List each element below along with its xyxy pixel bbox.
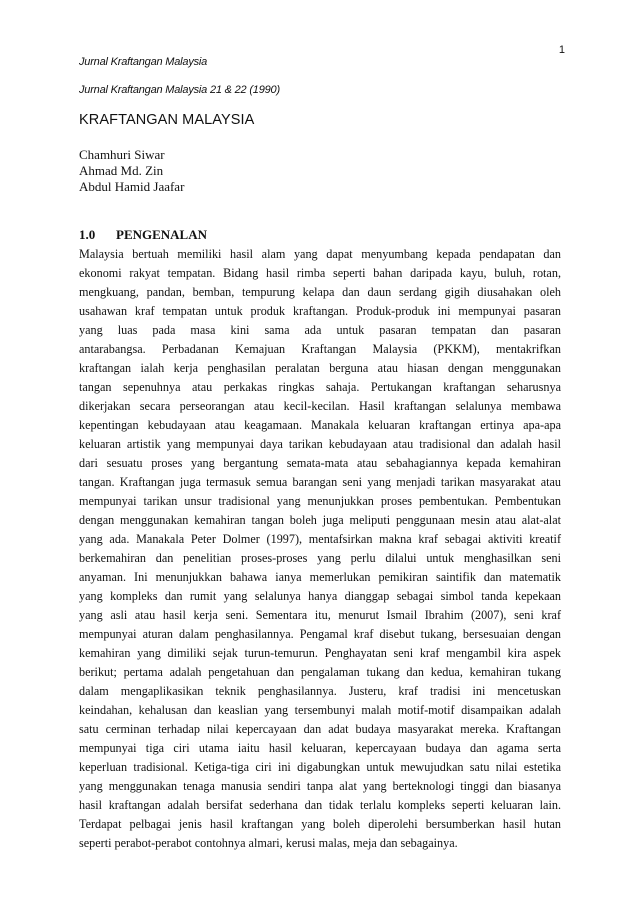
paragraph-line: berkemahiran dan penelitian proses-proses yang perlu dilalui untuk menghasilkan seni: [79, 551, 561, 565]
body-paragraph: [79, 245, 561, 853]
paragraph-line: kraftangan ialah kerja penghasilan peralatan berguna atau hiasan dengan menggunakan: [79, 361, 561, 375]
journal-citation: Jurnal Kraftangan Malaysia 21 & 22 (1990): [79, 84, 280, 96]
paragraph-line: tangan. Kraftangan juga termasuk semua barangan seni yang menjadi tarikan masyarakat atau: [79, 475, 561, 489]
paragraph-line: mempunyai aturan dalam penghasilannya. Pengamal kraf disebut tukang, bersesuaian dengan: [79, 627, 561, 641]
author-name: Ahmad Md. Zin: [79, 163, 164, 178]
section-title: PENGENALAN: [116, 227, 208, 242]
paragraph-line: yang menggunakan tenaga manusia sendiri tanpa alat yang berteknologi tinggi dan biasanya: [79, 779, 561, 793]
journal-name: Jurnal Kraftangan Malaysia: [79, 56, 208, 68]
paragraph-line: ekonomi rakyat tempatan. Bidang hasil rimba seperti bahan daripada kayu, buluh, rotan,: [79, 266, 561, 280]
paragraph-line: tangan sepenuhnya atau perkakas ringkas sahaja. Pertukangan kraftangan seharusnya: [79, 380, 561, 394]
paragraph-line: keindahan, kehalusan dan keaslian yang tersembunyi malah motif-motif disampaikan adalah: [79, 703, 561, 717]
paragraph-line: yang asli atau hasil kerja seni. Sementara itu, menurut Ismail Ibrahim (2007), seni kraf: [79, 608, 561, 622]
paragraph-line: yang luas pada masa kini sama ada untuk pasaran tempatan dan pasaran: [79, 323, 561, 337]
paragraph-line: keluaran artistik yang mempunyai daya tarikan kebudayaan atau tradisional dan adalah hasil: [79, 437, 561, 451]
paragraph-line: yang ada. Manakala Peter Dolmer (1997), mentafsirkan makna kraf sebagai aktiviti kreatif: [79, 532, 561, 546]
paragraph-line: hasil kraftangan adalah bersifat sederhana dan tidak terlalu kompleks seperti keluaran lain.: [79, 798, 561, 812]
paragraph-line: dari sesuatu proses yang bergantung semata-mata atau sebahagiannya kepada kemahiran: [79, 456, 561, 470]
author-name: Chamhuri Siwar: [79, 147, 165, 162]
paragraph-line: Malaysia bertuah memiliki hasil alam yang dapat menyumbang kepada pendapatan dan: [79, 247, 561, 261]
paragraph-line: kemahiran yang dimiliki sejak turun-temurun. Penghayatan seni kraf mengambil kira aspek: [79, 646, 561, 660]
paragraph-line: Terdapat pelbagai jenis hasil kraftangan yang boleh diperolehi bersumberkan hasil hutan: [79, 817, 561, 831]
paragraph-line: dalam mengaplikasikan teknik penghasilannya. Justeru, kraf tradisi ini mencetuskan: [79, 684, 561, 698]
paragraph-line: dikerjakan secara perseorangan atau kecil-kecilan. Hasil kraftangan selalunya membawa: [79, 399, 561, 413]
paragraph-line: anyaman. Ini menunjukkan bahawa ianya memerlukan pemikiran saintifik dan matematik: [79, 570, 561, 584]
paragraph-line: usahawan kraf tempatan untuk produk kraftangan. Produk-produk ini mempunyai pasaran: [79, 304, 561, 318]
paragraph-line: kepentingan kebudayaan atau keagamaan. Manakala keluaran kraftangan ertinya apa-apa: [79, 418, 561, 432]
paragraph-line: mempunyai tiga ciri utama iaitu hasil keluaran, kepercayaan budaya dan agama serta: [79, 741, 561, 755]
paragraph-line: mempunyai tarikan unsur tradisional yang menunjukkan proses pembentukan. Pembentukan: [79, 494, 561, 508]
paragraph-line: mengkuang, pandan, bemban, tempurung kelapa dan daun serdang gigih diusahakan oleh: [79, 285, 561, 299]
paragraph-line: keperluan tradisional. Ketiga-tiga ciri ini digabungkan untuk mewujudkan satu nilai estetika: [79, 760, 561, 774]
paragraph-line: antarabangsa. Perbadanan Kemajuan Kraftangan Malaysia (PKKM), mentakrifkan: [79, 342, 561, 356]
paragraph-line: yang kompleks dan rumit yang selalunya hanya dianggap sebagai simbol tanda kepekaan: [79, 589, 561, 603]
paragraph-line: dengan menggunakan kemahiran tangan boleh juga meliputi penggunaan mesin atau alat-alat: [79, 513, 561, 527]
author-name: Abdul Hamid Jaafar: [79, 179, 185, 194]
paragraph-line: berikut; pertama adalah pengetahuan dan pengalaman tukang dan kedua, kemahiran tukang: [79, 665, 561, 679]
section-heading: [79, 227, 207, 243]
section-number: 1.0: [79, 227, 96, 242]
author-list: [79, 147, 184, 195]
paragraph-line: satu cerminan terhadap nilai kepercayaan dan adat budaya masyarakat mereka. Kraftangan: [79, 722, 561, 736]
paragraph-line: seperti perabot-perabot contohnya almari, kerusi malas, meja dan sebagainya.: [79, 836, 458, 850]
page-number: 1: [558, 44, 565, 56]
article-title: KRAFTANGAN MALAYSIA: [79, 112, 255, 128]
